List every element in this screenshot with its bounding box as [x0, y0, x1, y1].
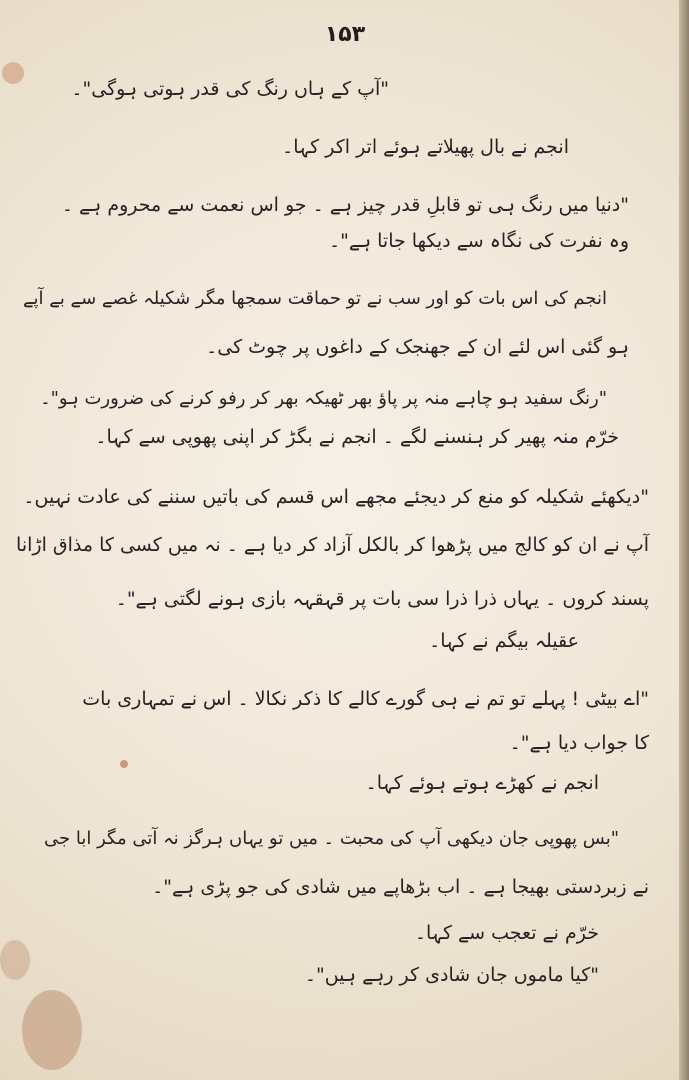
text-line: "دنیا میں رنگ ہی تو قابلِ قدر چیز ہے ۔ جو اس نعمت سے محروم ہے ۔ — [61, 194, 629, 216]
text-line: خرّم نے تعجب سے کہا۔ — [414, 922, 599, 944]
text-line: انجم نے کھڑے ہوتے ہوئے کہا۔ — [365, 772, 599, 794]
text-line: پسند کروں ۔ یہاں ذرا ذرا سی بات پر قہقہہ بازی ہونے لگتی ہے"۔ — [115, 588, 649, 610]
text-line: انجم کی اس بات کو اور سب نے تو حماقت سمجھا مگر شکیلہ غصے سے بے آپے — [23, 288, 607, 309]
text-line: نے زبردستی بھیجا ہے ۔ اب بڑھاپے میں شادی کی جو پڑی ہے"۔ — [152, 876, 649, 898]
text-line: "اے بیٹی ! پہلے تو تم نے ہی گورے کالے کا ذکر نکالا ۔ اس نے تمہاری بات — [82, 688, 649, 710]
text-line: وہ نفرت کی نگاہ سے دیکھا جاتا ہے"۔ — [328, 230, 629, 252]
text-line: "رنگ سفید ہو چاہے منہ پر پاؤ بھر ٹھیکہ بھر کر رفو کرنے کی ضرورت ہو"۔ — [40, 388, 607, 409]
text-line: انجم نے بال پھیلاتے ہوئے اتر اکر کہا۔ — [282, 136, 569, 158]
text-line: آپ نے ان کو کالج میں پڑھوا کر بالکل آزاد کر دیا ہے ۔ نہ میں کسی کا مذاق اڑانا — [16, 534, 649, 556]
text-line: عقیلہ بیگم نے کہا۔ — [429, 630, 579, 652]
text-line: "آپ کے ہاں رنگ کی قدر ہوتی ہوگی"۔ — [71, 78, 389, 100]
text-line: ہو گئی اس لئے ان کے جھنجک کے داغوں پر چوٹ کی۔ — [206, 336, 629, 358]
text-line: خرّم منہ پھیر کر ہنسنے لگے ۔ انجم نے بگڑ کر اپنی پھوپی سے کہا۔ — [95, 426, 619, 448]
text-line: "کیا ماموں جان شادی کر رہے ہیں"۔ — [304, 964, 599, 986]
text-line: کا جواب دیا ہے"۔ — [509, 732, 649, 754]
text-line: "دیکھئے شکیلہ کو منع کر دیجئے مجھے اس قسم کی باتیں سننے کی عادت نہیں۔ — [23, 486, 649, 508]
text-line: "بس پھوپی جان دیکھی آپ کی محبت ۔ میں تو یہاں ہرگز نہ آتی مگر ابا جی — [44, 828, 619, 849]
page-number: ۱۵۳ — [324, 22, 366, 47]
